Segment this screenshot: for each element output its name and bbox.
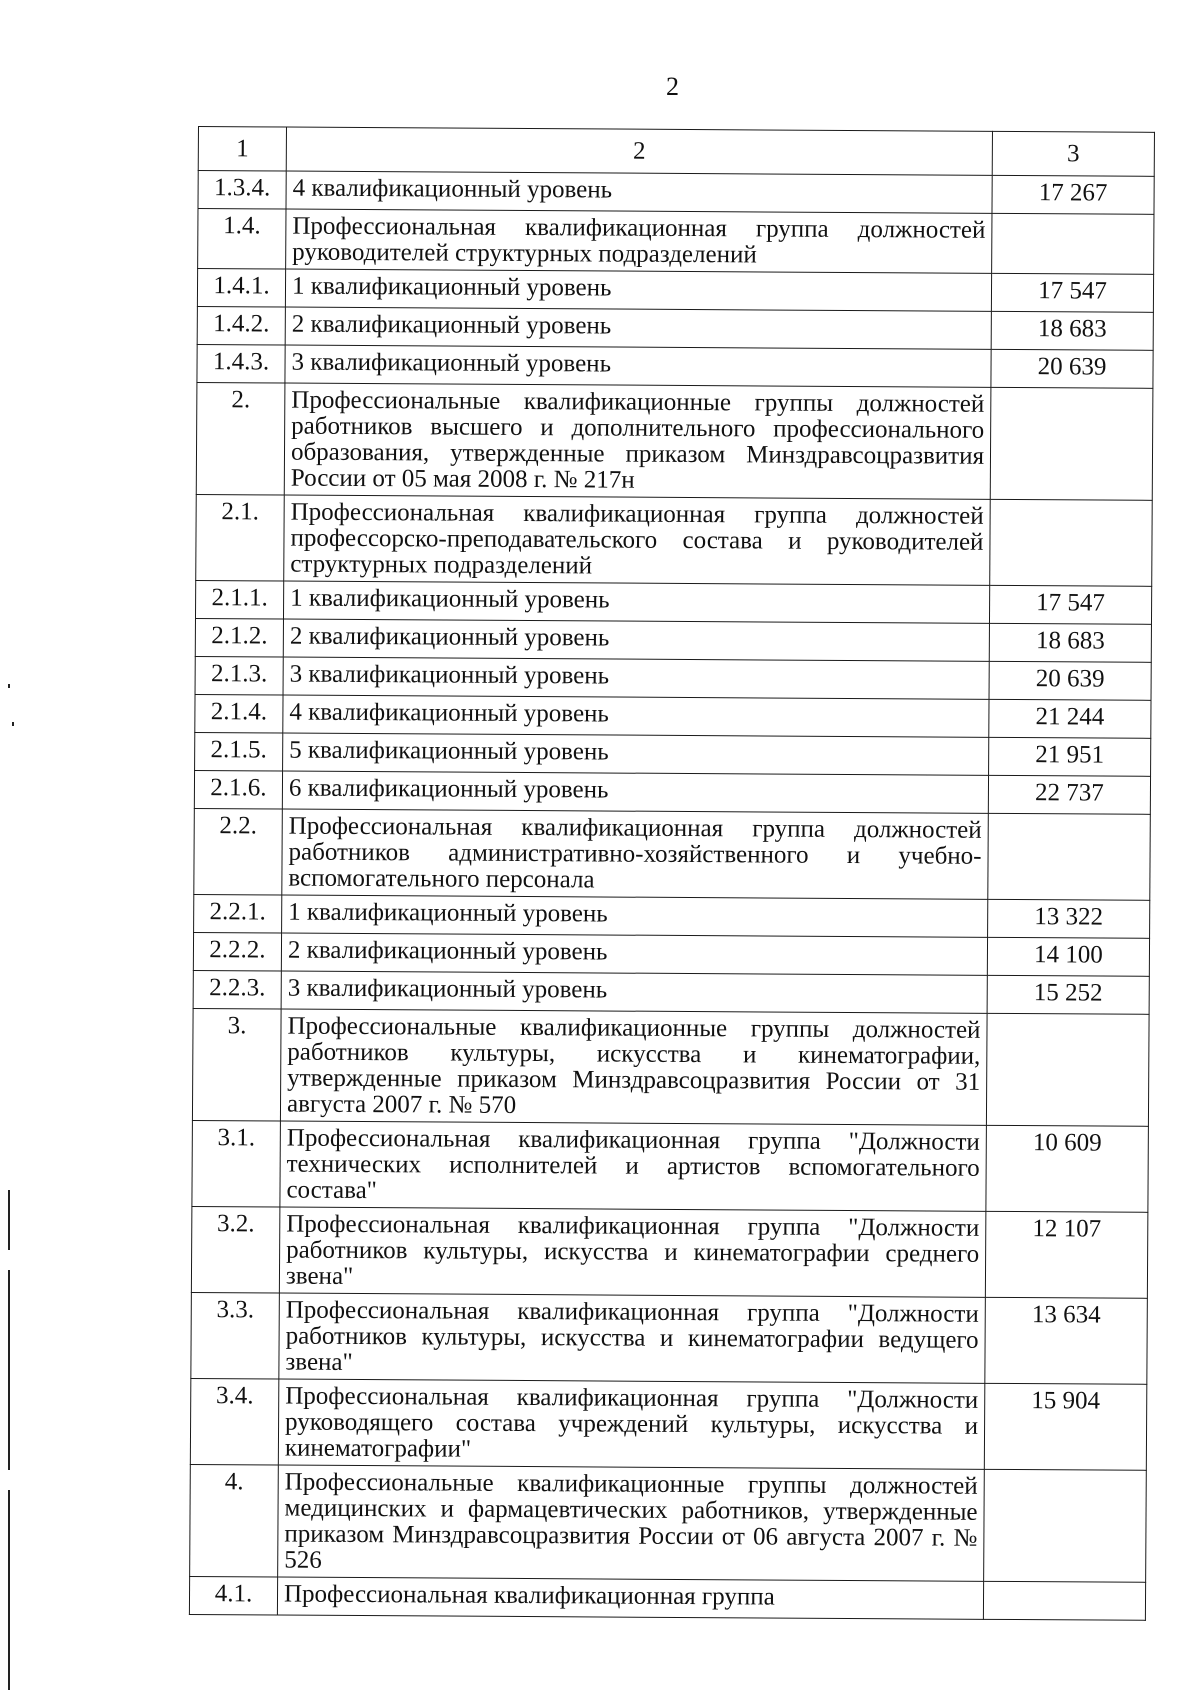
row-name: 5 квалификационный уровень <box>283 733 989 775</box>
row-value: 20 639 <box>989 661 1151 700</box>
row-number: 2.2. <box>194 808 283 895</box>
row-number: 2.1.6. <box>194 770 282 809</box>
table-row <box>190 1378 1147 1470</box>
row-name: Профессиональная квалификационная группа "Должности работников культуры, искусства и кинематографии среднего звена" <box>279 1207 986 1297</box>
row-name: Профессиональная квалификационная группа "Должности работников культуры, искусства и кинематографии ведущего звена" <box>279 1293 986 1383</box>
row-number: 4. <box>190 1464 279 1577</box>
table-row <box>195 694 1151 738</box>
row-number: 2.1.5. <box>195 732 283 771</box>
row-value: 15 252 <box>987 975 1149 1014</box>
row-name: Профессиональная квалификационная группа должностей профессорско-преподавательского состава и руководителей структурных подразделений <box>284 495 991 585</box>
row-value: 20 639 <box>991 349 1153 388</box>
table-row <box>192 1008 1149 1126</box>
row-value: 18 683 <box>991 311 1153 350</box>
row-name: 4 квалификационный уровень <box>283 695 989 737</box>
table-row <box>190 1464 1147 1582</box>
row-value <box>983 1581 1145 1620</box>
table-row <box>198 209 1154 275</box>
row-value: 10 609 <box>986 1125 1149 1212</box>
row-number: 3.2. <box>191 1206 280 1293</box>
row-name: 2 квалификационный уровень <box>281 933 987 975</box>
row-name: Профессиональная квалификационная группа должностей работников административно-хозяйственного и учебно-вспомогательного персонала <box>282 809 989 899</box>
row-name: Профессиональные квалификационные группы должностей медицинских и фармацевтических работников, утвержденные приказом Минздравсоцразвития России от 06 августа 2007 г. № 526 <box>278 1465 985 1581</box>
row-value: 17 267 <box>992 175 1154 214</box>
row-value: 12 107 <box>985 1211 1148 1298</box>
table-row <box>198 171 1154 215</box>
row-name: 1 квалификационный уровень <box>283 581 989 623</box>
row-value: 21 244 <box>989 699 1151 738</box>
table-row <box>197 344 1153 388</box>
row-number: 3.1. <box>192 1120 281 1207</box>
page-number: 2 <box>666 72 679 101</box>
row-value: 18 683 <box>989 623 1151 662</box>
row-value: 22 737 <box>988 775 1150 814</box>
row-value: 13 322 <box>988 899 1150 938</box>
row-number: 1.4.3. <box>197 344 285 383</box>
row-number: 1.4. <box>198 209 286 270</box>
header-col-2: 2 <box>286 127 992 175</box>
table-row <box>191 1206 1148 1298</box>
row-name: 1 квалификационный уровень <box>285 269 991 311</box>
row-number: 2.1.3. <box>195 656 283 695</box>
row-value <box>990 387 1153 500</box>
row-value <box>988 813 1151 900</box>
table-row <box>197 306 1153 350</box>
table-row <box>191 1292 1148 1384</box>
table-row <box>194 770 1150 814</box>
row-number: 2. <box>196 382 285 495</box>
row-value: 15 904 <box>984 1383 1147 1470</box>
row-name: Профессиональная квалификационная группа должностей руководителей структурных подразделений <box>286 209 992 273</box>
row-number: 1.3.4. <box>198 171 286 210</box>
table-row <box>195 656 1151 700</box>
scan-artifact-mark <box>8 1270 10 1470</box>
row-number: 2.1.1. <box>195 580 283 619</box>
salary-table <box>189 126 1155 1621</box>
row-name: Профессиональная квалификационная группа <box>277 1577 983 1619</box>
table-row <box>195 732 1151 776</box>
table-row <box>197 269 1153 313</box>
table-row <box>194 808 1151 900</box>
row-name: 1 квалификационный уровень <box>282 895 988 937</box>
header-col-3: 3 <box>992 131 1154 176</box>
row-number: 1.4.2. <box>197 306 285 345</box>
row-name: 4 квалификационный уровень <box>286 171 992 213</box>
row-name: Профессиональная квалификационная группа "Должности руководящего состава учреждений культуры, искусства и кинематографии" <box>278 1379 985 1469</box>
table-row <box>192 1120 1149 1212</box>
row-name: Профессиональная квалификационная группа "Должности технических исполнителей и артистов вспомогательного состава" <box>280 1121 987 1211</box>
row-value <box>990 499 1153 586</box>
scan-artifact-mark <box>8 1190 10 1250</box>
row-number: 3.3. <box>191 1292 280 1379</box>
row-value <box>984 1469 1147 1582</box>
row-name: Профессиональные квалификационные группы должностей работников высшего и дополнительного профессионального образования, утвержденные приказом Минздравсоцразвития России от 05 мая 2008 г. № 217н <box>284 383 991 499</box>
row-value: 13 634 <box>985 1297 1148 1384</box>
table-row <box>196 494 1153 586</box>
table-row <box>193 932 1149 976</box>
row-value <box>992 213 1154 274</box>
row-number: 2.1.2. <box>195 618 283 657</box>
row-number: 2.2.3. <box>193 970 281 1009</box>
row-number: 1.4.1. <box>197 269 285 308</box>
row-name: 6 квалификационный уровень <box>282 771 988 813</box>
table-row <box>195 580 1151 624</box>
row-number: 4.1. <box>189 1576 277 1615</box>
row-name: 3 квалификационный уровень <box>281 971 987 1013</box>
scan-artifact-mark <box>8 1490 10 1690</box>
row-number: 2.1. <box>196 494 285 581</box>
row-number: 3. <box>192 1008 281 1121</box>
table-row <box>196 382 1153 500</box>
table-row <box>189 1576 1145 1620</box>
header-col-1: 1 <box>198 127 286 172</box>
row-number: 2.2.2. <box>193 932 281 971</box>
row-value: 17 547 <box>989 585 1151 624</box>
row-value: 21 951 <box>989 737 1151 776</box>
row-number: 2.2.1. <box>194 894 282 933</box>
table-header-row <box>198 127 1154 177</box>
row-value: 14 100 <box>987 937 1149 976</box>
row-name: 3 квалификационный уровень <box>283 657 989 699</box>
row-number: 2.1.4. <box>195 694 283 733</box>
scan-artifact-mark <box>8 684 10 688</box>
row-name: 2 квалификационный уровень <box>285 307 991 349</box>
table-row <box>193 970 1149 1014</box>
row-name: Профессиональные квалификационные группы должностей работников культуры, искусства и кинематографии, утвержденные приказом Минздравсоцразвития России от 31 августа 2007 г. № 570 <box>280 1009 987 1125</box>
row-name: 3 квалификационный уровень <box>285 345 991 387</box>
row-value <box>986 1013 1149 1126</box>
table-row <box>194 894 1150 938</box>
scan-artifact-mark <box>12 722 14 726</box>
row-value: 17 547 <box>991 273 1153 312</box>
row-number: 3.4. <box>190 1378 279 1465</box>
table-row <box>195 618 1151 662</box>
row-name: 2 квалификационный уровень <box>283 619 989 661</box>
